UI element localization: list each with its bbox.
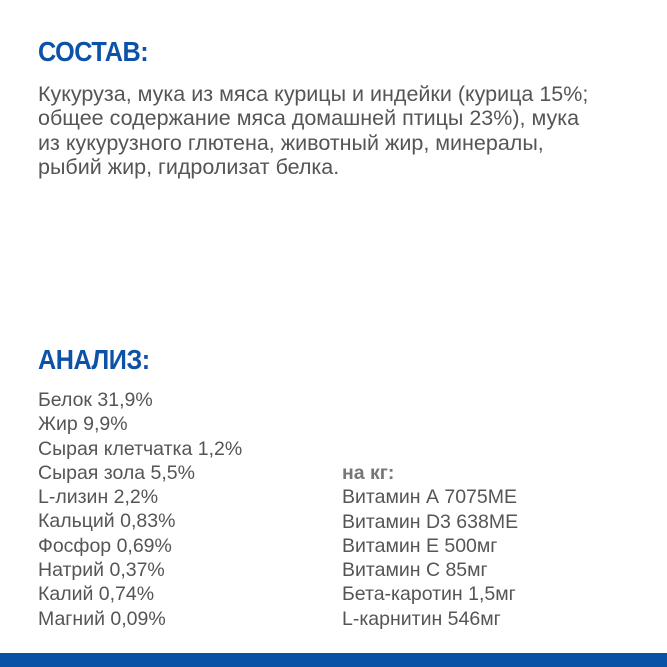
per-kg-item: Витамин Е 500мг bbox=[342, 534, 498, 557]
analysis-item: Сырая зола 5,5% bbox=[38, 461, 195, 484]
per-kg-item: Витамин D3 638МЕ bbox=[342, 510, 519, 533]
composition-title: СОСТАВ: bbox=[38, 36, 149, 67]
analysis-item: Калий 0,74% bbox=[38, 583, 155, 606]
per-kg-item: Витамин С 85мг bbox=[342, 559, 488, 582]
analysis-list bbox=[38, 388, 242, 631]
analysis-item: Жир 9,9% bbox=[38, 413, 128, 436]
per-kg-item: Витамин А 7075МЕ bbox=[342, 486, 517, 509]
analysis-item: Сырая клетчатка 1,2% bbox=[38, 437, 243, 460]
per-kg-list bbox=[342, 461, 518, 631]
analysis-item: L-лизин 2,2% bbox=[38, 486, 159, 509]
analysis-title: АНАЛИЗ: bbox=[38, 344, 150, 375]
analysis-item: Фосфор 0,69% bbox=[38, 534, 172, 557]
analysis-item: Белок 31,9% bbox=[38, 389, 153, 411]
analysis-item: Кальций 0,83% bbox=[38, 510, 176, 533]
per-kg-item: Бета-каротин 1,5мг bbox=[342, 583, 516, 606]
footer-bar bbox=[0, 653, 667, 667]
per-kg-item: L-карнитин 546мг bbox=[342, 607, 501, 630]
analysis-item: Магний 0,09% bbox=[38, 607, 166, 630]
composition-text: Кукуруза, мука из мяса курицы и индейки (курица 15%; общее содержание мяса домашней птицы 23%), мука из кукурузного глютена, животный жир, минералы, рыбий жир, гидролизат белка. bbox=[38, 82, 589, 179]
analysis-item: Натрий 0,37% bbox=[38, 559, 165, 582]
per-kg-label: на кг: bbox=[342, 462, 395, 484]
